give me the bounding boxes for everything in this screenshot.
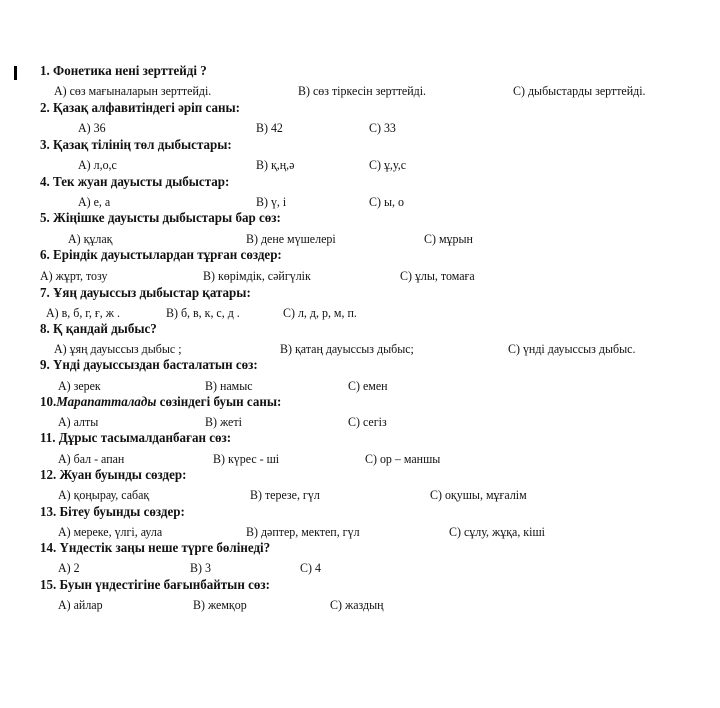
question-2-answer-b: В) 42 [256, 120, 283, 135]
question-9-answer-b: В) намыс [205, 378, 253, 393]
question-12-answer-c: С) оқушы, мұғалім [430, 487, 527, 502]
question-13-answer-a: А) мереке, үлгі, аула [58, 524, 163, 539]
question-4-answer-c: С) ы, о [369, 194, 404, 209]
question-3-answer-b: В) қ,ң,ә [256, 157, 295, 172]
question-4-title: 4. Тек жуан дауысты дыбыстар: [40, 175, 230, 190]
question-8-title: 8. Қ қандай дыбыс? [40, 322, 157, 337]
question-12-answer-a: А) қоңырау, сабақ [58, 487, 150, 502]
question-15-answer-c: С) жаздың [330, 597, 384, 612]
question-15-answer-b: В) жемқор [193, 597, 247, 612]
question-14-answer-b: В) 3 [190, 560, 211, 575]
question-5-title: 5. Жіңішке дауысты дыбыстары бар сөз: [40, 211, 281, 226]
question-7-answer-b: В) б, в, к, с, д . [166, 305, 240, 320]
question-8-answer-c: С) үнді дауыссыз дыбыс. [508, 341, 636, 356]
question-9-answer-c: С) емен [348, 378, 388, 393]
text-cursor [14, 66, 17, 80]
question-15-answer-a: А) айлар [58, 597, 103, 612]
question-5-answer-c: С) мұрын [424, 231, 473, 246]
question-2-answer-a: А) 36 [78, 120, 106, 135]
question-4-answer-a: А) е, а [78, 194, 111, 209]
question-13-answer-c: С) сұлу, жұқа, кіші [449, 524, 545, 539]
question-6-answer-b: В) көрімдік, сәйгүлік [203, 268, 311, 283]
question-9-answer-a: А) зерек [58, 378, 101, 393]
question-1-answer-b: В) сөз тіркесін зерттейді. [298, 83, 427, 98]
question-1-title: 1. Фонетика нені зерттейді ? [40, 64, 207, 79]
question-6-answer-c: С) ұлы, томаға [400, 268, 475, 283]
question-8-answer-b: В) қатаң дауыссыз дыбыс; [280, 341, 414, 356]
question-7-answer-c: С) л, д, р, м, п. [283, 305, 357, 320]
question-1-answer-a: А) сөз мағыналарын зерттейді. [54, 83, 212, 98]
question-3-title: 3. Қазақ тілінің төл дыбыстары: [40, 138, 232, 153]
question-3-answer-a: А) л,о,с [78, 157, 117, 172]
question-2-title: 2. Қазақ алфавитіндегі әріп саны: [40, 101, 240, 116]
question-9-title: 9. Үнді дауыссыздан басталатын сөз: [40, 358, 258, 373]
question-15-title: 15. Буын үндестігіне бағынбайтын сөз: [40, 578, 270, 593]
question-6-title: 6. Еріндік дауыстылардан тұрған сөздер: [40, 248, 282, 263]
question-10-answer-b: В) жеті [205, 414, 242, 429]
question-10-number: 10. [40, 395, 57, 410]
question-13-answer-b: В) дәптер, мектеп, гүл [246, 524, 360, 539]
question-14-answer-c: С) 4 [300, 560, 321, 575]
question-8-answer-a: А) ұяң дауыссыз дыбыс ; [54, 341, 182, 356]
question-11-answer-b: В) күрес - ші [213, 451, 280, 466]
question-5-answer-b: В) дене мүшелері [246, 231, 336, 246]
question-6-answer-a: А) жұрт, тозу [40, 268, 108, 283]
question-11-title: 11. Дұрыс тасымалданбаған сөз: [40, 431, 232, 446]
question-4-answer-b: В) ү, і [256, 194, 287, 209]
question-1-answer-c: С) дыбыстарды зерттейді. [513, 83, 646, 98]
question-10-answer-c: С) сегіз [348, 414, 387, 429]
question-10-word: Марапатталады [56, 395, 157, 410]
question-7-answer-a: А) в, б, г, ғ, ж . [46, 305, 120, 320]
question-10-answer-a: А) алты [58, 414, 99, 429]
question-7-title: 7. Ұяң дауыссыз дыбыстар қатары: [40, 286, 251, 301]
question-12-answer-b: В) терезе, гүл [250, 487, 320, 502]
question-10-title-rest: сөзіндегі буын саны: [156, 395, 282, 410]
question-10-title [40, 395, 281, 411]
question-3-answer-c: С) ұ,у,с [369, 157, 407, 172]
question-12-title: 12. Жуан буынды сөздер: [40, 468, 187, 483]
question-11-answer-a: А) бал - апан [58, 451, 125, 466]
question-2-answer-c: С) 33 [369, 120, 396, 135]
question-14-title: 14. Үндестік заңы неше түрге бөлінеді? [40, 541, 271, 556]
question-13-title: 13. Бітеу буынды сөздер: [40, 505, 185, 520]
question-14-answer-a: А) 2 [58, 560, 80, 575]
question-11-answer-c: С) ор – маншы [365, 451, 441, 466]
question-5-answer-a: А) құлақ [68, 231, 113, 246]
